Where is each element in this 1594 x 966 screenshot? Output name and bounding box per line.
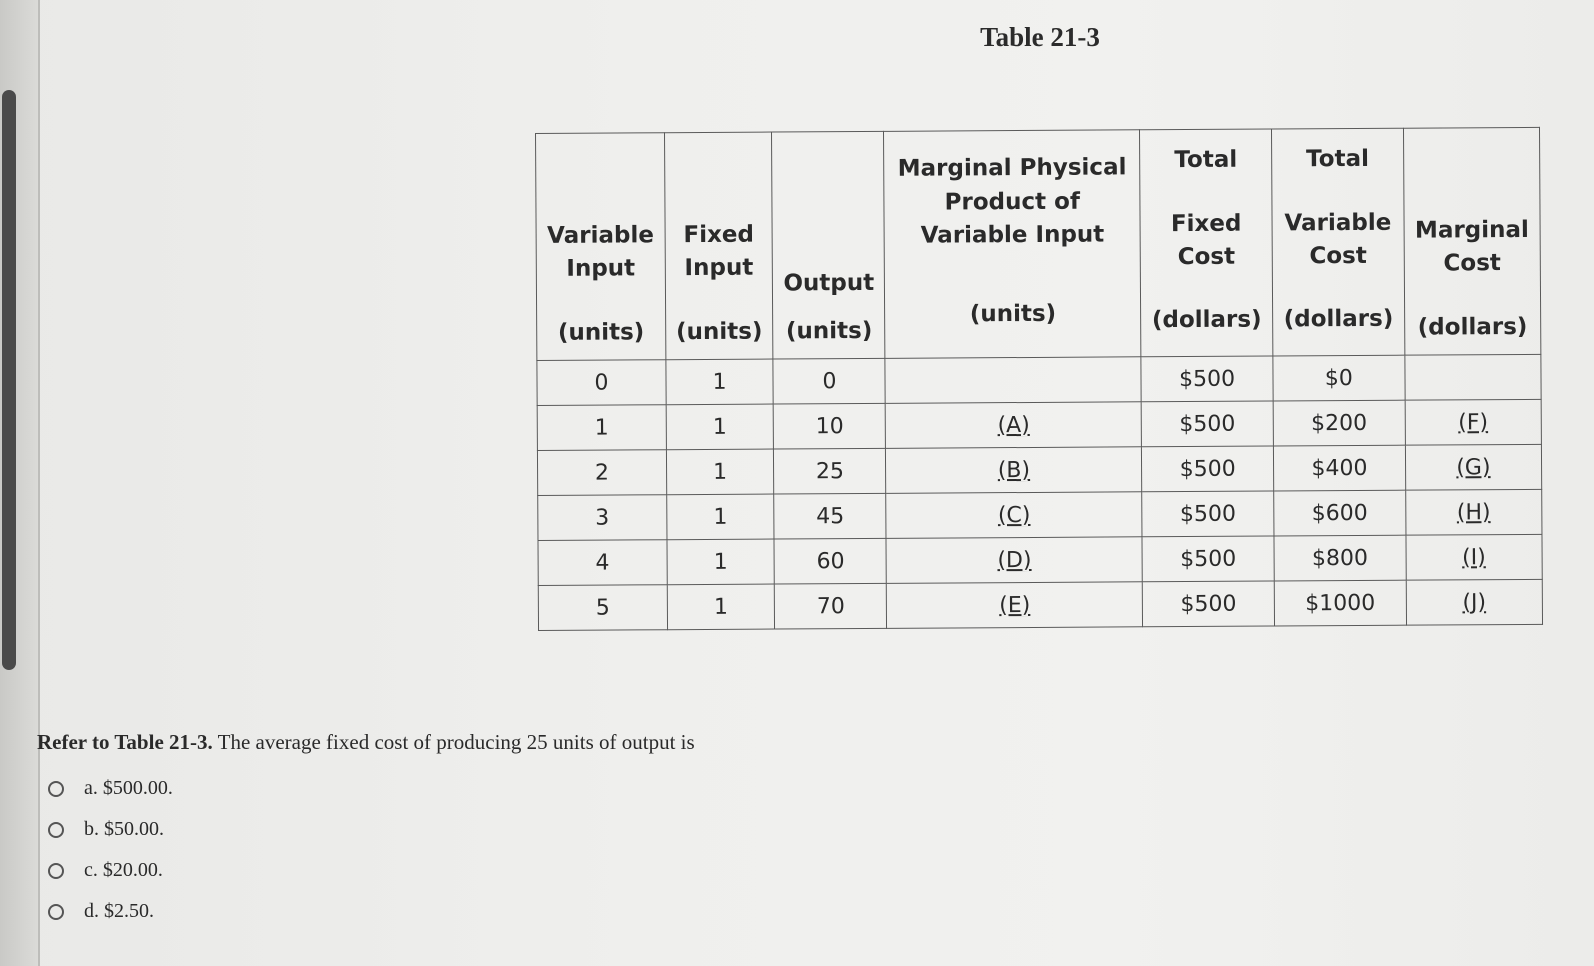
table-cell: (G) [1405, 444, 1542, 490]
table-cell: 45 [774, 493, 886, 539]
table-cell: (J) [1406, 579, 1543, 625]
header-marginal-physical-product [884, 130, 1141, 359]
header-text: Cost [1443, 250, 1501, 277]
header-fixed-input [664, 132, 773, 360]
table-cell: $600 [1274, 490, 1406, 536]
table-row [537, 399, 1541, 450]
header-text: Product of [944, 188, 1081, 216]
header-output [772, 131, 886, 359]
header-text: Output [783, 270, 875, 297]
header-unit: (units) [969, 301, 1057, 328]
table-row [537, 444, 1541, 495]
header-unit: (units) [557, 318, 645, 346]
table-cell: 1 [667, 584, 775, 630]
option-label: c. $20.00. [84, 859, 163, 881]
header-text: Variable [547, 222, 654, 249]
header-text: Input [566, 255, 636, 283]
radio-button-icon[interactable] [48, 863, 64, 879]
table-cell: (D) [886, 537, 1142, 584]
question-body: The average fixed cost of producing 25 units of output is [212, 730, 695, 754]
table-row [538, 534, 1542, 585]
question-text [37, 730, 695, 755]
radio-button-icon[interactable] [48, 781, 64, 797]
table-row [537, 354, 1541, 405]
header-unit: (dollars) [1151, 306, 1262, 334]
option-label: d. $2.50. [84, 900, 154, 922]
table-cell: $400 [1273, 445, 1405, 491]
radio-button-icon[interactable] [48, 822, 64, 838]
table-cell: (H) [1405, 489, 1542, 535]
table-row [538, 579, 1542, 630]
table-cell: 2 [537, 450, 666, 496]
header-variable-input [536, 133, 666, 361]
table-cell [1405, 354, 1542, 400]
table-cell: 1 [667, 494, 775, 540]
table-cell: (E) [887, 582, 1143, 629]
table-cell: 1 [537, 405, 666, 451]
header-text: Marginal [1414, 216, 1529, 244]
header-unit: (units) [676, 318, 763, 345]
answer-options [48, 768, 173, 932]
header-row [536, 127, 1541, 360]
header-text: Total [1306, 146, 1370, 173]
header-text: Cost [1177, 243, 1236, 271]
option-a[interactable] [48, 768, 173, 809]
question-reference: Refer to Table 21-3. [37, 730, 213, 754]
header-text: Total [1174, 147, 1238, 174]
table-row [538, 489, 1542, 540]
table-cell: $500 [1141, 356, 1273, 402]
edge-line [38, 0, 40, 966]
table-cell: 1 [667, 539, 775, 585]
header-marginal-cost [1403, 127, 1541, 355]
table-cell: 60 [774, 538, 886, 584]
table-cell [885, 357, 1141, 404]
table-cell: $500 [1142, 536, 1274, 582]
table-cell: 4 [538, 540, 667, 586]
radio-button-icon[interactable] [48, 904, 64, 920]
table-cell: $200 [1273, 400, 1405, 446]
table-cell: $500 [1141, 401, 1273, 447]
table-cell: 10 [774, 403, 886, 449]
table-cell: 70 [775, 583, 887, 629]
header-text: Input [684, 254, 754, 282]
table-cell: 1 [666, 359, 774, 405]
table-cell: $1000 [1274, 580, 1406, 626]
table-cell: 0 [537, 360, 666, 406]
table-title: Table 21-3 [980, 22, 1100, 52]
table-cell: $500 [1142, 446, 1274, 492]
option-c[interactable] [48, 850, 173, 891]
header-text: Variable [1284, 209, 1392, 237]
table-cell: $800 [1274, 535, 1406, 581]
table-cell: (F) [1405, 399, 1542, 445]
option-d[interactable] [48, 891, 173, 932]
header-text: Variable Input [920, 221, 1105, 249]
table-cell: 5 [538, 585, 667, 631]
table-cell: 3 [538, 495, 667, 541]
option-label: a. $500.00. [84, 777, 173, 799]
table-cell: 25 [774, 448, 886, 494]
header-unit: (dollars) [1417, 313, 1528, 341]
table-cell: (B) [886, 447, 1142, 494]
table-cell: (I) [1406, 534, 1543, 580]
table-cell: (A) [886, 402, 1142, 449]
table-cell: (C) [886, 492, 1142, 539]
table-cell: 1 [666, 404, 774, 450]
header-total-fixed-cost [1140, 129, 1273, 357]
table-cell: $0 [1273, 355, 1405, 401]
header-unit: (dollars) [1283, 306, 1394, 333]
header-text: Fixed [1170, 210, 1242, 237]
header-total-variable-cost [1271, 128, 1404, 356]
header-text: Cost [1309, 242, 1367, 270]
cost-table [535, 127, 1543, 631]
table-cell: $500 [1142, 491, 1274, 537]
table-cell: 0 [773, 358, 885, 404]
option-b[interactable] [48, 809, 173, 850]
option-label: b. $50.00. [84, 818, 164, 840]
table-cell: 1 [666, 449, 774, 495]
scrollbar-thumb[interactable] [2, 90, 16, 670]
header-text: Marginal Physical [897, 154, 1127, 183]
header-unit: (units) [785, 317, 873, 345]
header-text: Fixed [683, 221, 755, 249]
table-cell: $500 [1142, 581, 1274, 627]
